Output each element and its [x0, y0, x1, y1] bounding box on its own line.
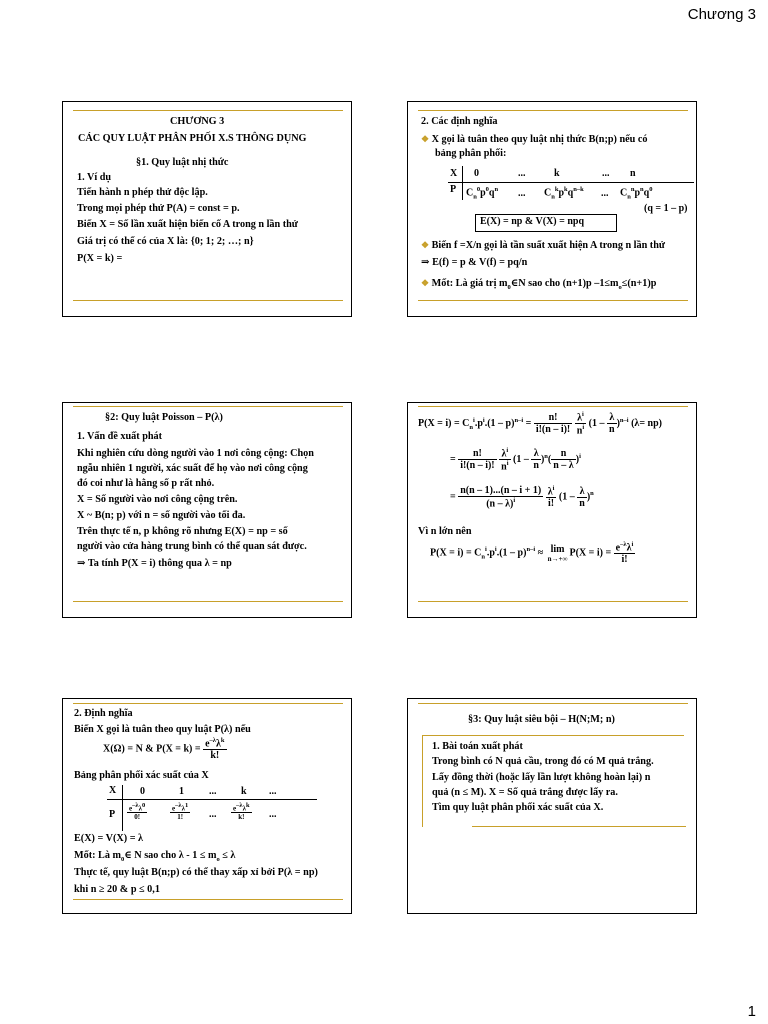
slide-rule [418, 406, 688, 407]
slide-4 [407, 402, 697, 618]
bullet-text: Mốt: Là giá trị m [431, 278, 508, 289]
bullet-text: Biến f =X/n gọi là tần suất xuất hiện A trong n lần thử [431, 240, 665, 251]
table-x-value: 0 [140, 786, 145, 797]
slide-rule [422, 735, 684, 736]
table-p-label: P [109, 809, 116, 820]
binomial-prob-0: $C_n^0p^0q^n$ [466, 186, 499, 201]
text-line: P(X = k) = [77, 253, 123, 264]
table-x-value: ... [269, 786, 277, 797]
slide-rule [73, 300, 343, 301]
table-x-label: X [450, 168, 458, 179]
poisson-prob-1: $\frac{e-\lambda\lambda 1}{1!}$ [172, 802, 189, 822]
text-line: Lấy đồng thời (hoặc lấy lần lượt không hoàn lại) n [432, 772, 651, 783]
text-line: quả (n ≤ M). X = Số quả trắng được lấy ra. [432, 787, 618, 798]
expectation-formula: E(X) = np & V(X) = npq [480, 216, 585, 227]
bullet-text: ∈N sao cho (n+1)p –1≤m [510, 278, 619, 289]
bullet-item [421, 133, 647, 146]
poisson-derivation-line-3: = $\frac{n(n - 1)...(n - i + 1)}{(n - \lambda)^i}$ $\frac{\lambda^i}{i!}$ (1 – $\frac{\lambda}{n}$ )$^n$ [450, 485, 594, 510]
ellipsis: ... [518, 188, 526, 199]
pmf-text: X(Ω) = N & P(X = k) = [103, 743, 201, 755]
bullet-item [421, 239, 665, 252]
mode-text: ∈ N sao cho λ - 1 ≤ m [124, 850, 217, 861]
ellipsis: ... [601, 188, 609, 199]
problem-heading: 1. Bài toán xuất phát [432, 741, 523, 752]
text-line: X = Số người vào nơi công cộng trên. [77, 494, 238, 505]
section-heading: §1. Quy luật nhị thức [136, 157, 229, 168]
slide-rule [472, 826, 686, 827]
limit-subscript: n→+∞ [547, 554, 568, 563]
mode-line: Mốt: Là $m_0\in$ N sao cho $\lambda - 1 \le m_o \le \lambda$ [74, 850, 236, 864]
text-line: Bảng phân phối xác suất của X [74, 770, 209, 781]
slide-6 [407, 698, 697, 914]
poisson-derivation-line-1: $P(X = i) = C_n^i.p^i.(1 - p)^{n-i}$ = $\frac{n!}{i!(n - i)!}$ $\frac{\lambda^i}{n^i}$ (1 – $\frac{\lambda}{n}$ )$^{n-i}$ (λ= np) [418, 411, 662, 437]
table-x-value: k [554, 168, 560, 179]
slide-rule [418, 300, 688, 301]
table-x-label: X [109, 785, 117, 796]
text-line: Tìm quy luật phân phối xác suất của X. [432, 802, 604, 813]
table-x-value: ... [518, 168, 526, 179]
text-line: người vào cửa hàng trung bình có thể quan sát được. [77, 541, 307, 552]
slide-rule [418, 601, 688, 602]
mode-text: ≤ λ [222, 850, 236, 861]
poisson-prob-k: $\frac{\text{e–λλk}}{k!}$ [233, 802, 250, 822]
text-line: Biến X gọi là tuân theo quy luật P(λ) nếu [74, 724, 251, 735]
table-divider [462, 166, 463, 200]
approx-sign: ≈ [537, 547, 544, 559]
table-divider [448, 182, 694, 183]
text-line: Thực tế, quy luật B(n;p) có thể thay xấp xỉ bởi P(λ = np) [74, 867, 318, 878]
poisson-limit-formula: $P(X = i) = C_n^i.p^i.(1 - p)^{n-i}$ ≈ lim n→+∞ P(X = i) = $\frac{e^{-\lambda}\lambda^i}{i!}$ [430, 541, 634, 566]
slide-rule [73, 110, 343, 111]
text-line: Biến X = Số lần xuất hiện biến cố A trong n lần thử [77, 219, 298, 230]
slide-rule [73, 899, 343, 900]
page-number: 1 [747, 1003, 756, 1020]
slide-rule [418, 110, 688, 111]
table-x-value: k [241, 786, 247, 797]
expectation-variance: E(X) = V(X) = λ [74, 833, 144, 844]
text-line: Tiến hành n phép thử độc lập. [77, 187, 208, 198]
text-line: ngẫu nhiên 1 người, xác suất để họ vào nơi công cộng [77, 463, 308, 474]
table-x-value: n [630, 168, 636, 179]
bullet-text: bảng phân phối: [435, 148, 507, 159]
binomial-prob-n: $C_n^np^nq^0$ [620, 186, 653, 201]
mode-text: Mốt: Là m [74, 850, 121, 861]
frequency-implication: ⇒ E(f) = p & V(f) = pq/n [421, 257, 528, 268]
text-line: Trong mọi phép thử P(A) = const = p. [77, 203, 240, 214]
text-line: 1. Ví dụ [77, 172, 112, 183]
slide-rule [73, 406, 343, 407]
text-line: X ~ B(n; p) với n = số người vào tối đa. [77, 510, 246, 521]
chapter-title: CHƯƠNG 3 [170, 116, 225, 127]
section-heading: §2: Quy luật Poisson – P(λ) [105, 412, 223, 423]
chapter-subtitle: CÁC QUY LUẬT PHÂN PHỐI X.S THÔNG DỤNG [78, 133, 307, 144]
table-x-value: 0 [474, 168, 479, 179]
slide-3 [62, 402, 352, 618]
bullet-item: ❖ Mốt: Là giá trị $m_0\in N$ sao cho (n+1)p $-1\le m_o\le(n+1)p$ [421, 278, 657, 292]
slide-rule [73, 703, 343, 704]
binomial-prob-k: $C_n^kp^kq^{n-k}$ [544, 186, 584, 201]
text-line: đó coi như là hằng số p rất nhỏ. [77, 478, 215, 489]
lambda-def: (λ= np) [631, 418, 662, 430]
text-line: khi n ≥ 20 & p ≤ 0,1 [74, 884, 160, 895]
table-p-label: P [450, 184, 457, 195]
ellipsis: ... [269, 809, 277, 820]
bullet-text: X gọi là tuân theo quy luật nhị thức B(n;p) nếu có [431, 134, 648, 145]
slide-2 [407, 101, 697, 317]
text-line: Trên thực tế n, p không rõ nhưng E(X) = np = số [77, 526, 288, 537]
formula-lhs: P(X = i) = [418, 418, 460, 430]
definitions-heading: 2. Các định nghĩa [421, 116, 498, 127]
table-divider [122, 785, 123, 831]
large-n-text: Vì n lớn nên [418, 526, 472, 537]
slide-5 [62, 698, 352, 914]
slide-rule [73, 601, 343, 602]
section-heading: §3: Quy luật siêu bội – H(N;M; n) [468, 714, 615, 725]
limit-operator: lim [550, 543, 565, 555]
poisson-derivation-line-2: = $\frac{n!}{i!(n - i)!}$ $\frac{\lambda^i}{n^i}$ (1 – $\frac{\lambda}{n}$ )$^n$( $\frac{n}{n - \lambda}$ )$^i$ [450, 447, 581, 473]
table-divider [107, 799, 317, 800]
text-line: Khi nghiên cứu dòng người vào 1 nơi công cộng: Chọn [77, 448, 314, 459]
table-x-value: ... [209, 786, 217, 797]
formula-lhs: P(X = i) = [430, 547, 472, 559]
diamond-bullet-icon: ❖ [421, 278, 430, 288]
diamond-bullet-icon: ❖ [421, 134, 430, 144]
text-line: Giá trị có thể có của X là: {0; 1; 2; …; n} [77, 236, 254, 247]
poisson-pmf: X(Ω) = N & P(X = k) = $\frac{e^{-\lambda}\lambda^k}{k!}$ [103, 737, 225, 762]
bullet-text: ≤(n+1)p [621, 278, 657, 289]
table-x-value: ... [602, 168, 610, 179]
text-line: Trong bình có N quả cầu, trong đó có M quả trắng. [432, 756, 654, 767]
slide-rule [422, 735, 423, 827]
text-line: 1. Vấn đề xuất phát [77, 431, 163, 442]
text-line: ⇒ Ta tính P(X = i) thông qua λ = np [77, 558, 232, 569]
definition-heading: 2. Định nghĩa [74, 708, 133, 719]
slide-rule [418, 703, 688, 704]
q-definition: (q = 1 – p) [644, 203, 688, 214]
poisson-prob-0: $\frac{e-\lambda\lambda 0}{0!}$ [129, 802, 146, 822]
page-header: Chương 3 [687, 6, 756, 23]
ellipsis: ... [209, 809, 217, 820]
table-x-value: 1 [179, 786, 184, 797]
diamond-bullet-icon: ❖ [421, 240, 430, 250]
slide-1 [62, 101, 352, 317]
